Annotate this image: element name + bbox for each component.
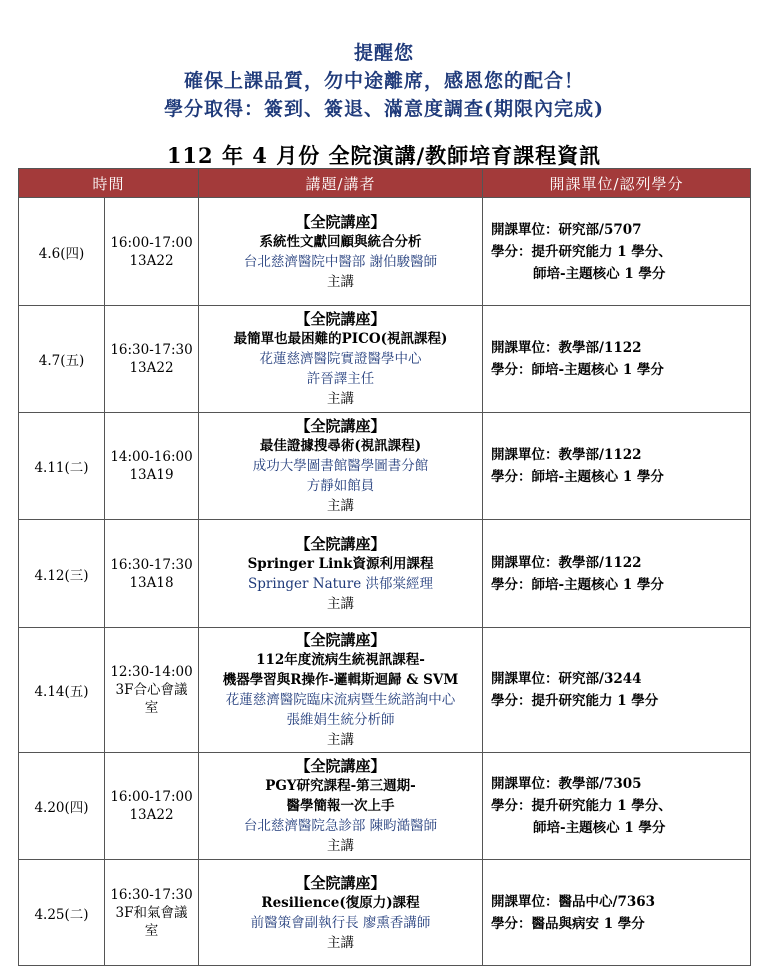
speaker: 台北慈濟醫院中醫部 謝伯駿醫師	[243, 253, 438, 270]
lecture-time: 16:30-17:30	[110, 886, 193, 903]
notice-line-credit: 學分取得：簽到、簽退、滿意度調查(期限內完成)	[164, 98, 604, 120]
course-credit: 學分：師培-主題核心 1 學分	[491, 362, 664, 378]
lecture-room: 13A22	[129, 807, 174, 823]
lecture-room: 3F和氣會議室	[115, 904, 188, 939]
lecture-credit-cell	[483, 520, 751, 628]
lecture-title: 最佳證據搜尋術(視訊課程)	[259, 438, 422, 454]
speaker-line2: 許晉譯主任	[306, 371, 375, 387]
schedule-table	[18, 168, 751, 966]
lecture-title-line2: 機器學習與R操作-邏輯斯迴歸 & SVM	[222, 672, 459, 688]
lecture-time-cell	[105, 198, 199, 306]
lecture-time-cell	[105, 753, 199, 860]
lecture-room: 13A18	[129, 574, 174, 591]
speaker-role: 主講	[327, 595, 355, 612]
lecture-room: 13A22	[129, 360, 174, 376]
table-row	[19, 306, 751, 413]
lecture-tag: 【全院講座】	[295, 757, 386, 775]
course-credit: 學分：醫品與病安 1 學分	[491, 915, 645, 932]
lecture-credit-cell	[483, 306, 751, 413]
lecture-time: 16:30-17:30	[110, 342, 193, 358]
page-title: 112 年 4 月份 全院演講/教師培育課程資訊	[166, 143, 602, 168]
lecture-time-cell	[105, 860, 199, 966]
lecture-room: 13A22	[129, 252, 174, 269]
lecture-date: 4.6(四)	[19, 198, 105, 306]
notice-heading: 提醒您	[353, 42, 414, 64]
header-topic: 講題/講者	[199, 169, 483, 198]
table-row	[19, 198, 751, 306]
lecture-tag: 【全院講座】	[295, 310, 386, 328]
lecture-time-cell	[105, 628, 199, 753]
lecture-topic-cell	[199, 520, 483, 628]
course-credit: 學分：提升研究能力 1 學分、	[491, 243, 672, 260]
course-unit: 開課單位：教學部/1122	[491, 447, 642, 463]
speaker: 花蓮慈濟醫院臨床流病暨生統諮詢中心	[225, 692, 456, 708]
lecture-tag: 【全院講座】	[295, 417, 386, 435]
lecture-date: 4.25(二)	[19, 860, 105, 966]
speaker-line2: 張維娟生統分析師	[286, 712, 395, 728]
speaker: 台北慈濟醫院急診部 陳畇澔醫師	[243, 818, 438, 834]
course-unit: 開課單位：教學部/7305	[491, 776, 642, 792]
lecture-title: Resilience(復原力)課程	[261, 894, 420, 911]
table-header-row	[19, 169, 751, 198]
course-credit: 學分：提升研究能力 1 學分、	[491, 798, 672, 814]
lecture-time-cell	[105, 520, 199, 628]
lecture-credit-cell	[483, 628, 751, 753]
course-credit-line2: 師培-主題核心 1 學分	[533, 820, 666, 836]
speaker: 花蓮慈濟醫院實證醫學中心	[259, 351, 422, 367]
course-unit: 開課單位：醫品中心/7363	[491, 893, 656, 910]
course-unit: 開課單位：教學部/1122	[491, 554, 642, 571]
course-unit: 開課單位：研究部/3244	[491, 671, 642, 687]
table-row	[19, 413, 751, 520]
lecture-title-line2: 醫學簡報一次上手	[286, 798, 395, 814]
table-row	[19, 628, 751, 753]
speaker-role: 主講	[327, 732, 355, 748]
lecture-credit-cell	[483, 413, 751, 520]
lecture-time: 16:00-17:00	[110, 789, 193, 805]
notice-line-attendance: 確保上課品質，勿中途離席，感恩您的配合！	[183, 70, 584, 92]
lecture-date: 4.20(四)	[19, 753, 105, 860]
header-credit: 開課單位/認列學分	[483, 169, 751, 198]
course-credit: 學分：師培-主題核心 1 學分	[491, 469, 664, 485]
lecture-time: 16:00-17:00	[110, 234, 193, 251]
speaker-line2: 方靜如館員	[306, 478, 375, 494]
lecture-topic-cell	[199, 306, 483, 413]
lecture-tag: 【全院講座】	[295, 873, 386, 892]
lecture-date: 4.14(五)	[19, 628, 105, 753]
lecture-date: 4.11(二)	[19, 413, 105, 520]
lecture-title: Springer Link資源利用課程	[247, 555, 434, 572]
lecture-title: 最簡單也最困難的PICO(視訊課程)	[233, 331, 448, 347]
lecture-room: 13A19	[129, 467, 174, 483]
lecture-tag: 【全院講座】	[295, 534, 386, 553]
lecture-time: 16:30-17:30	[110, 556, 193, 573]
lecture-date: 4.7(五)	[19, 306, 105, 413]
table-row	[19, 860, 751, 966]
lecture-credit-cell	[483, 860, 751, 966]
lecture-tag: 【全院講座】	[295, 212, 386, 231]
lecture-topic-cell	[199, 753, 483, 860]
lecture-topic-cell	[199, 860, 483, 966]
lecture-title: 系統性文獻回顧與統合分析	[259, 233, 422, 250]
lecture-tag: 【全院講座】	[295, 631, 386, 649]
speaker: 成功大學圖書館醫學圖書分館	[252, 458, 429, 474]
table-row	[19, 520, 751, 628]
speaker: 前醫策會副執行長 廖熏香講師	[250, 914, 431, 931]
speaker-role: 主講	[327, 273, 355, 290]
lecture-time: 12:30-14:00	[110, 664, 193, 680]
lecture-credit-cell	[483, 198, 751, 306]
course-credit: 學分：師培-主題核心 1 學分	[491, 576, 664, 593]
lecture-date: 4.12(三)	[19, 520, 105, 628]
course-credit: 學分：提升研究能力 1 學分	[491, 693, 659, 709]
lecture-topic-cell	[199, 413, 483, 520]
course-unit: 開課單位：教學部/1122	[491, 340, 642, 356]
lecture-title: 112年度流病生統視訊課程-	[256, 652, 425, 668]
lecture-room: 3F合心會議室	[115, 682, 188, 716]
lecture-time-cell	[105, 306, 199, 413]
speaker-role: 主講	[327, 934, 355, 951]
course-unit: 開課單位：研究部/5707	[491, 221, 642, 238]
lecture-topic-cell	[199, 628, 483, 753]
speaker: Springer Nature 洪郁棠經理	[248, 575, 433, 592]
speaker-role: 主講	[327, 498, 355, 514]
lecture-credit-cell	[483, 753, 751, 860]
lecture-topic-cell	[199, 198, 483, 306]
lecture-time-cell	[105, 413, 199, 520]
lecture-title: PGY研究課程-第三週期-	[265, 778, 416, 794]
table-row	[19, 753, 751, 860]
course-credit-line2: 師培-主題核心 1 學分	[533, 265, 666, 282]
header-time: 時間	[19, 169, 199, 198]
speaker-role: 主講	[327, 838, 355, 854]
speaker-role: 主講	[327, 391, 355, 407]
lecture-time: 14:00-16:00	[110, 449, 193, 465]
